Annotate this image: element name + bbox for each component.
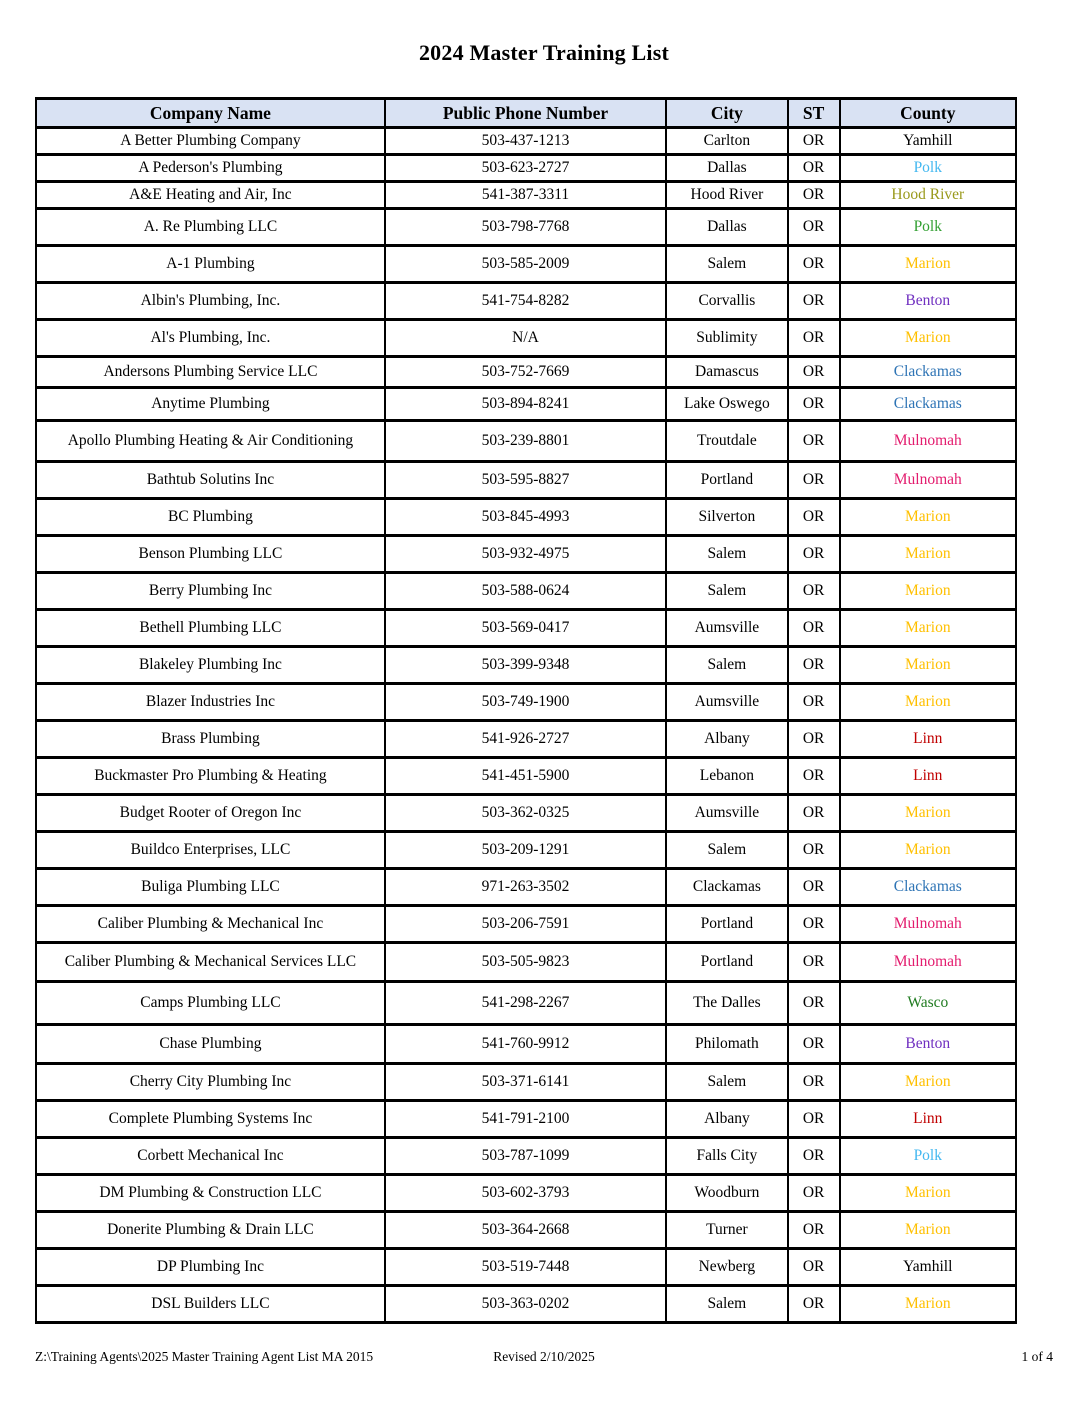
city-cell: Lake Oswego bbox=[666, 388, 788, 421]
county-cell: Marion bbox=[840, 499, 1016, 536]
city-cell: Troutdale bbox=[666, 421, 788, 462]
state-cell: OR bbox=[788, 246, 840, 283]
column-header-city: City bbox=[666, 99, 788, 128]
city-cell: Turner bbox=[666, 1212, 788, 1249]
county-cell: Mulnomah bbox=[840, 943, 1016, 982]
phone-number-cell: 541-298-2267 bbox=[385, 982, 666, 1025]
table-row bbox=[36, 758, 1016, 795]
county-cell: Marion bbox=[840, 246, 1016, 283]
city-cell: Silverton bbox=[666, 499, 788, 536]
county-cell: Mulnomah bbox=[840, 906, 1016, 943]
city-cell: Philomath bbox=[666, 1025, 788, 1064]
company-name-cell: Anytime Plumbing bbox=[36, 388, 385, 421]
table-row bbox=[36, 869, 1016, 906]
phone-number-cell: 541-754-8282 bbox=[385, 283, 666, 320]
company-name-cell: Apollo Plumbing Heating & Air Conditioning bbox=[36, 421, 385, 462]
state-cell: OR bbox=[788, 357, 840, 388]
company-name-cell: Blakeley Plumbing Inc bbox=[36, 647, 385, 684]
state-cell: OR bbox=[788, 684, 840, 721]
phone-number-cell: 541-926-2727 bbox=[385, 721, 666, 758]
table-row bbox=[36, 647, 1016, 684]
phone-number-cell: 503-364-2668 bbox=[385, 1212, 666, 1249]
company-name-cell: Cherry City Plumbing Inc bbox=[36, 1064, 385, 1101]
table-row bbox=[36, 357, 1016, 388]
state-cell: OR bbox=[788, 128, 840, 155]
county-cell: Hood River bbox=[840, 182, 1016, 209]
state-cell: OR bbox=[788, 943, 840, 982]
state-cell: OR bbox=[788, 610, 840, 647]
county-cell: Marion bbox=[840, 647, 1016, 684]
county-cell: Marion bbox=[840, 832, 1016, 869]
state-cell: OR bbox=[788, 647, 840, 684]
city-cell: Albany bbox=[666, 721, 788, 758]
county-cell: Clackamas bbox=[840, 869, 1016, 906]
phone-number-cell: 503-787-1099 bbox=[385, 1138, 666, 1175]
city-cell: The Dalles bbox=[666, 982, 788, 1025]
table-row bbox=[36, 1286, 1016, 1323]
table-header bbox=[36, 99, 1016, 128]
page-title: 2024 Master Training List bbox=[418, 40, 670, 65]
phone-number-cell: 503-399-9348 bbox=[385, 647, 666, 684]
company-name-cell: Andersons Plumbing Service LLC bbox=[36, 357, 385, 388]
table-row bbox=[36, 209, 1016, 246]
company-name-cell: A Better Plumbing Company bbox=[36, 128, 385, 155]
phone-number-cell: 541-451-5900 bbox=[385, 758, 666, 795]
city-cell: Salem bbox=[666, 647, 788, 684]
city-cell: Damascus bbox=[666, 357, 788, 388]
table-row bbox=[36, 182, 1016, 209]
phone-number-cell: 503-623-2727 bbox=[385, 155, 666, 182]
table-body bbox=[36, 128, 1016, 1323]
city-cell: Salem bbox=[666, 536, 788, 573]
table-row bbox=[36, 795, 1016, 832]
phone-number-cell: 503-588-0624 bbox=[385, 573, 666, 610]
phone-number-cell: 503-845-4993 bbox=[385, 499, 666, 536]
county-cell: Marion bbox=[840, 684, 1016, 721]
state-cell: OR bbox=[788, 283, 840, 320]
county-cell: Benton bbox=[840, 283, 1016, 320]
state-cell: OR bbox=[788, 1212, 840, 1249]
city-cell: Hood River bbox=[666, 182, 788, 209]
column-header-phone-number: Public Phone Number bbox=[385, 99, 666, 128]
table-row bbox=[36, 1175, 1016, 1212]
county-cell: Marion bbox=[840, 1175, 1016, 1212]
phone-number-cell: 503-932-4975 bbox=[385, 536, 666, 573]
company-name-cell: Donerite Plumbing & Drain LLC bbox=[36, 1212, 385, 1249]
phone-number-cell: 503-363-0202 bbox=[385, 1286, 666, 1323]
table-row bbox=[36, 1025, 1016, 1064]
table-row bbox=[36, 982, 1016, 1025]
county-cell: Benton bbox=[840, 1025, 1016, 1064]
state-cell: OR bbox=[788, 1064, 840, 1101]
county-cell: Marion bbox=[840, 795, 1016, 832]
company-name-cell: Brass Plumbing bbox=[36, 721, 385, 758]
state-cell: OR bbox=[788, 209, 840, 246]
table-row bbox=[36, 832, 1016, 869]
company-name-cell: A Pederson's Plumbing bbox=[36, 155, 385, 182]
phone-number-cell: 503-894-8241 bbox=[385, 388, 666, 421]
county-cell: Marion bbox=[840, 1212, 1016, 1249]
city-cell: Aumsville bbox=[666, 684, 788, 721]
state-cell: OR bbox=[788, 573, 840, 610]
state-cell: OR bbox=[788, 388, 840, 421]
phone-number-cell: 503-602-3793 bbox=[385, 1175, 666, 1212]
city-cell: Salem bbox=[666, 1064, 788, 1101]
state-cell: OR bbox=[788, 462, 840, 499]
column-header-company-name: Company Name bbox=[36, 99, 385, 128]
table-row bbox=[36, 128, 1016, 155]
phone-number-cell: 503-752-7669 bbox=[385, 357, 666, 388]
phone-number-cell: 503-595-8827 bbox=[385, 462, 666, 499]
table-row bbox=[36, 610, 1016, 647]
city-cell: Portland bbox=[666, 462, 788, 499]
column-header-state: ST bbox=[788, 99, 840, 128]
city-cell: Falls City bbox=[666, 1138, 788, 1175]
city-cell: Albany bbox=[666, 1101, 788, 1138]
city-cell: Dallas bbox=[666, 209, 788, 246]
city-cell: Aumsville bbox=[666, 795, 788, 832]
phone-number-cell: 541-760-9912 bbox=[385, 1025, 666, 1064]
city-cell: Newberg bbox=[666, 1249, 788, 1286]
county-cell: Linn bbox=[840, 721, 1016, 758]
city-cell: Clackamas bbox=[666, 869, 788, 906]
table-row bbox=[36, 1249, 1016, 1286]
company-name-cell: BC Plumbing bbox=[36, 499, 385, 536]
state-cell: OR bbox=[788, 182, 840, 209]
phone-number-cell: 503-239-8801 bbox=[385, 421, 666, 462]
state-cell: OR bbox=[788, 1138, 840, 1175]
county-cell: Clackamas bbox=[840, 357, 1016, 388]
phone-number-cell: 971-263-3502 bbox=[385, 869, 666, 906]
county-cell: Marion bbox=[840, 1286, 1016, 1323]
company-name-cell: A. Re Plumbing LLC bbox=[36, 209, 385, 246]
city-cell: Salem bbox=[666, 246, 788, 283]
company-name-cell: Complete Plumbing Systems Inc bbox=[36, 1101, 385, 1138]
page-footer bbox=[35, 1349, 1053, 1367]
company-name-cell: Caliber Plumbing & Mechanical Inc bbox=[36, 906, 385, 943]
training-list-table bbox=[35, 97, 1017, 1324]
table-row bbox=[36, 388, 1016, 421]
county-cell: Polk bbox=[840, 209, 1016, 246]
table-row bbox=[36, 1101, 1016, 1138]
footer-file-path: Z:\Training Agents\2025 Master Training Agent List MA 2015 bbox=[35, 1349, 374, 1364]
city-cell: Salem bbox=[666, 832, 788, 869]
phone-number-cell: 503-437-1213 bbox=[385, 128, 666, 155]
county-cell: Mulnomah bbox=[840, 421, 1016, 462]
table-header-row bbox=[36, 99, 1016, 128]
city-cell: Portland bbox=[666, 906, 788, 943]
county-cell: Clackamas bbox=[840, 388, 1016, 421]
state-cell: OR bbox=[788, 421, 840, 462]
state-cell: OR bbox=[788, 906, 840, 943]
company-name-cell: Chase Plumbing bbox=[36, 1025, 385, 1064]
phone-number-cell: 541-387-3311 bbox=[385, 182, 666, 209]
county-cell: Marion bbox=[840, 320, 1016, 357]
city-cell: Sublimity bbox=[666, 320, 788, 357]
state-cell: OR bbox=[788, 155, 840, 182]
table-row bbox=[36, 421, 1016, 462]
company-name-cell: A&E Heating and Air, Inc bbox=[36, 182, 385, 209]
state-cell: OR bbox=[788, 795, 840, 832]
state-cell: OR bbox=[788, 320, 840, 357]
county-cell: Linn bbox=[840, 758, 1016, 795]
company-name-cell: Buildco Enterprises, LLC bbox=[36, 832, 385, 869]
footer-revised-date: Revised 2/10/2025 bbox=[493, 1349, 595, 1364]
city-cell: Woodburn bbox=[666, 1175, 788, 1212]
table-row bbox=[36, 283, 1016, 320]
phone-number-cell: 503-749-1900 bbox=[385, 684, 666, 721]
state-cell: OR bbox=[788, 1101, 840, 1138]
county-cell: Marion bbox=[840, 1064, 1016, 1101]
county-cell: Polk bbox=[840, 1138, 1016, 1175]
phone-number-cell: 503-519-7448 bbox=[385, 1249, 666, 1286]
table-row bbox=[36, 1212, 1016, 1249]
company-name-cell: Benson Plumbing LLC bbox=[36, 536, 385, 573]
column-header-county: County bbox=[840, 99, 1016, 128]
state-cell: OR bbox=[788, 832, 840, 869]
city-cell: Salem bbox=[666, 573, 788, 610]
table-row bbox=[36, 684, 1016, 721]
county-cell: Marion bbox=[840, 573, 1016, 610]
city-cell: Carlton bbox=[666, 128, 788, 155]
county-cell: Marion bbox=[840, 536, 1016, 573]
company-name-cell: Corbett Mechanical Inc bbox=[36, 1138, 385, 1175]
state-cell: OR bbox=[788, 721, 840, 758]
county-cell: Yamhill bbox=[840, 1249, 1016, 1286]
company-name-cell: DSL Builders LLC bbox=[36, 1286, 385, 1323]
county-cell: Marion bbox=[840, 610, 1016, 647]
company-name-cell: Bethell Plumbing LLC bbox=[36, 610, 385, 647]
state-cell: OR bbox=[788, 758, 840, 795]
phone-number-cell: 503-585-2009 bbox=[385, 246, 666, 283]
table-row bbox=[36, 499, 1016, 536]
phone-number-cell: 503-209-1291 bbox=[385, 832, 666, 869]
company-name-cell: DM Plumbing & Construction LLC bbox=[36, 1175, 385, 1212]
phone-number-cell: N/A bbox=[385, 320, 666, 357]
phone-number-cell: 503-569-0417 bbox=[385, 610, 666, 647]
phone-number-cell: 503-362-0325 bbox=[385, 795, 666, 832]
company-name-cell: Blazer Industries Inc bbox=[36, 684, 385, 721]
company-name-cell: Camps Plumbing LLC bbox=[36, 982, 385, 1025]
footer-page-number: 1 of 4 bbox=[1021, 1349, 1053, 1364]
table-row bbox=[36, 536, 1016, 573]
company-name-cell: Buckmaster Pro Plumbing & Heating bbox=[36, 758, 385, 795]
state-cell: OR bbox=[788, 1249, 840, 1286]
company-name-cell: Al's Plumbing, Inc. bbox=[36, 320, 385, 357]
table-row bbox=[36, 943, 1016, 982]
county-cell: Linn bbox=[840, 1101, 1016, 1138]
state-cell: OR bbox=[788, 499, 840, 536]
state-cell: OR bbox=[788, 869, 840, 906]
company-name-cell: A-1 Plumbing bbox=[36, 246, 385, 283]
table-row bbox=[36, 246, 1016, 283]
table-row bbox=[36, 462, 1016, 499]
company-name-cell: Albin's Plumbing, Inc. bbox=[36, 283, 385, 320]
city-cell: Dallas bbox=[666, 155, 788, 182]
company-name-cell: Berry Plumbing Inc bbox=[36, 573, 385, 610]
table-row bbox=[36, 573, 1016, 610]
city-cell: Portland bbox=[666, 943, 788, 982]
phone-number-cell: 503-206-7591 bbox=[385, 906, 666, 943]
phone-number-cell: 503-505-9823 bbox=[385, 943, 666, 982]
state-cell: OR bbox=[788, 1175, 840, 1212]
state-cell: OR bbox=[788, 1025, 840, 1064]
city-cell: Salem bbox=[666, 1286, 788, 1323]
table-row bbox=[36, 1064, 1016, 1101]
state-cell: OR bbox=[788, 1286, 840, 1323]
table-row bbox=[36, 906, 1016, 943]
county-cell: Mulnomah bbox=[840, 462, 1016, 499]
company-name-cell: Bathtub Solutins Inc bbox=[36, 462, 385, 499]
city-cell: Corvallis bbox=[666, 283, 788, 320]
company-name-cell: Buliga Plumbing LLC bbox=[36, 869, 385, 906]
table-row bbox=[36, 320, 1016, 357]
table-row bbox=[36, 1138, 1016, 1175]
state-cell: OR bbox=[788, 536, 840, 573]
county-cell: Polk bbox=[840, 155, 1016, 182]
city-cell: Aumsville bbox=[666, 610, 788, 647]
phone-number-cell: 503-371-6141 bbox=[385, 1064, 666, 1101]
phone-number-cell: 503-798-7768 bbox=[385, 209, 666, 246]
county-cell: Wasco bbox=[840, 982, 1016, 1025]
company-name-cell: DP Plumbing Inc bbox=[36, 1249, 385, 1286]
city-cell: Lebanon bbox=[666, 758, 788, 795]
company-name-cell: Caliber Plumbing & Mechanical Services LLC bbox=[36, 943, 385, 982]
state-cell: OR bbox=[788, 982, 840, 1025]
table-row bbox=[36, 721, 1016, 758]
phone-number-cell: 541-791-2100 bbox=[385, 1101, 666, 1138]
county-cell: Yamhill bbox=[840, 128, 1016, 155]
company-name-cell: Budget Rooter of Oregon Inc bbox=[36, 795, 385, 832]
table-row bbox=[36, 155, 1016, 182]
